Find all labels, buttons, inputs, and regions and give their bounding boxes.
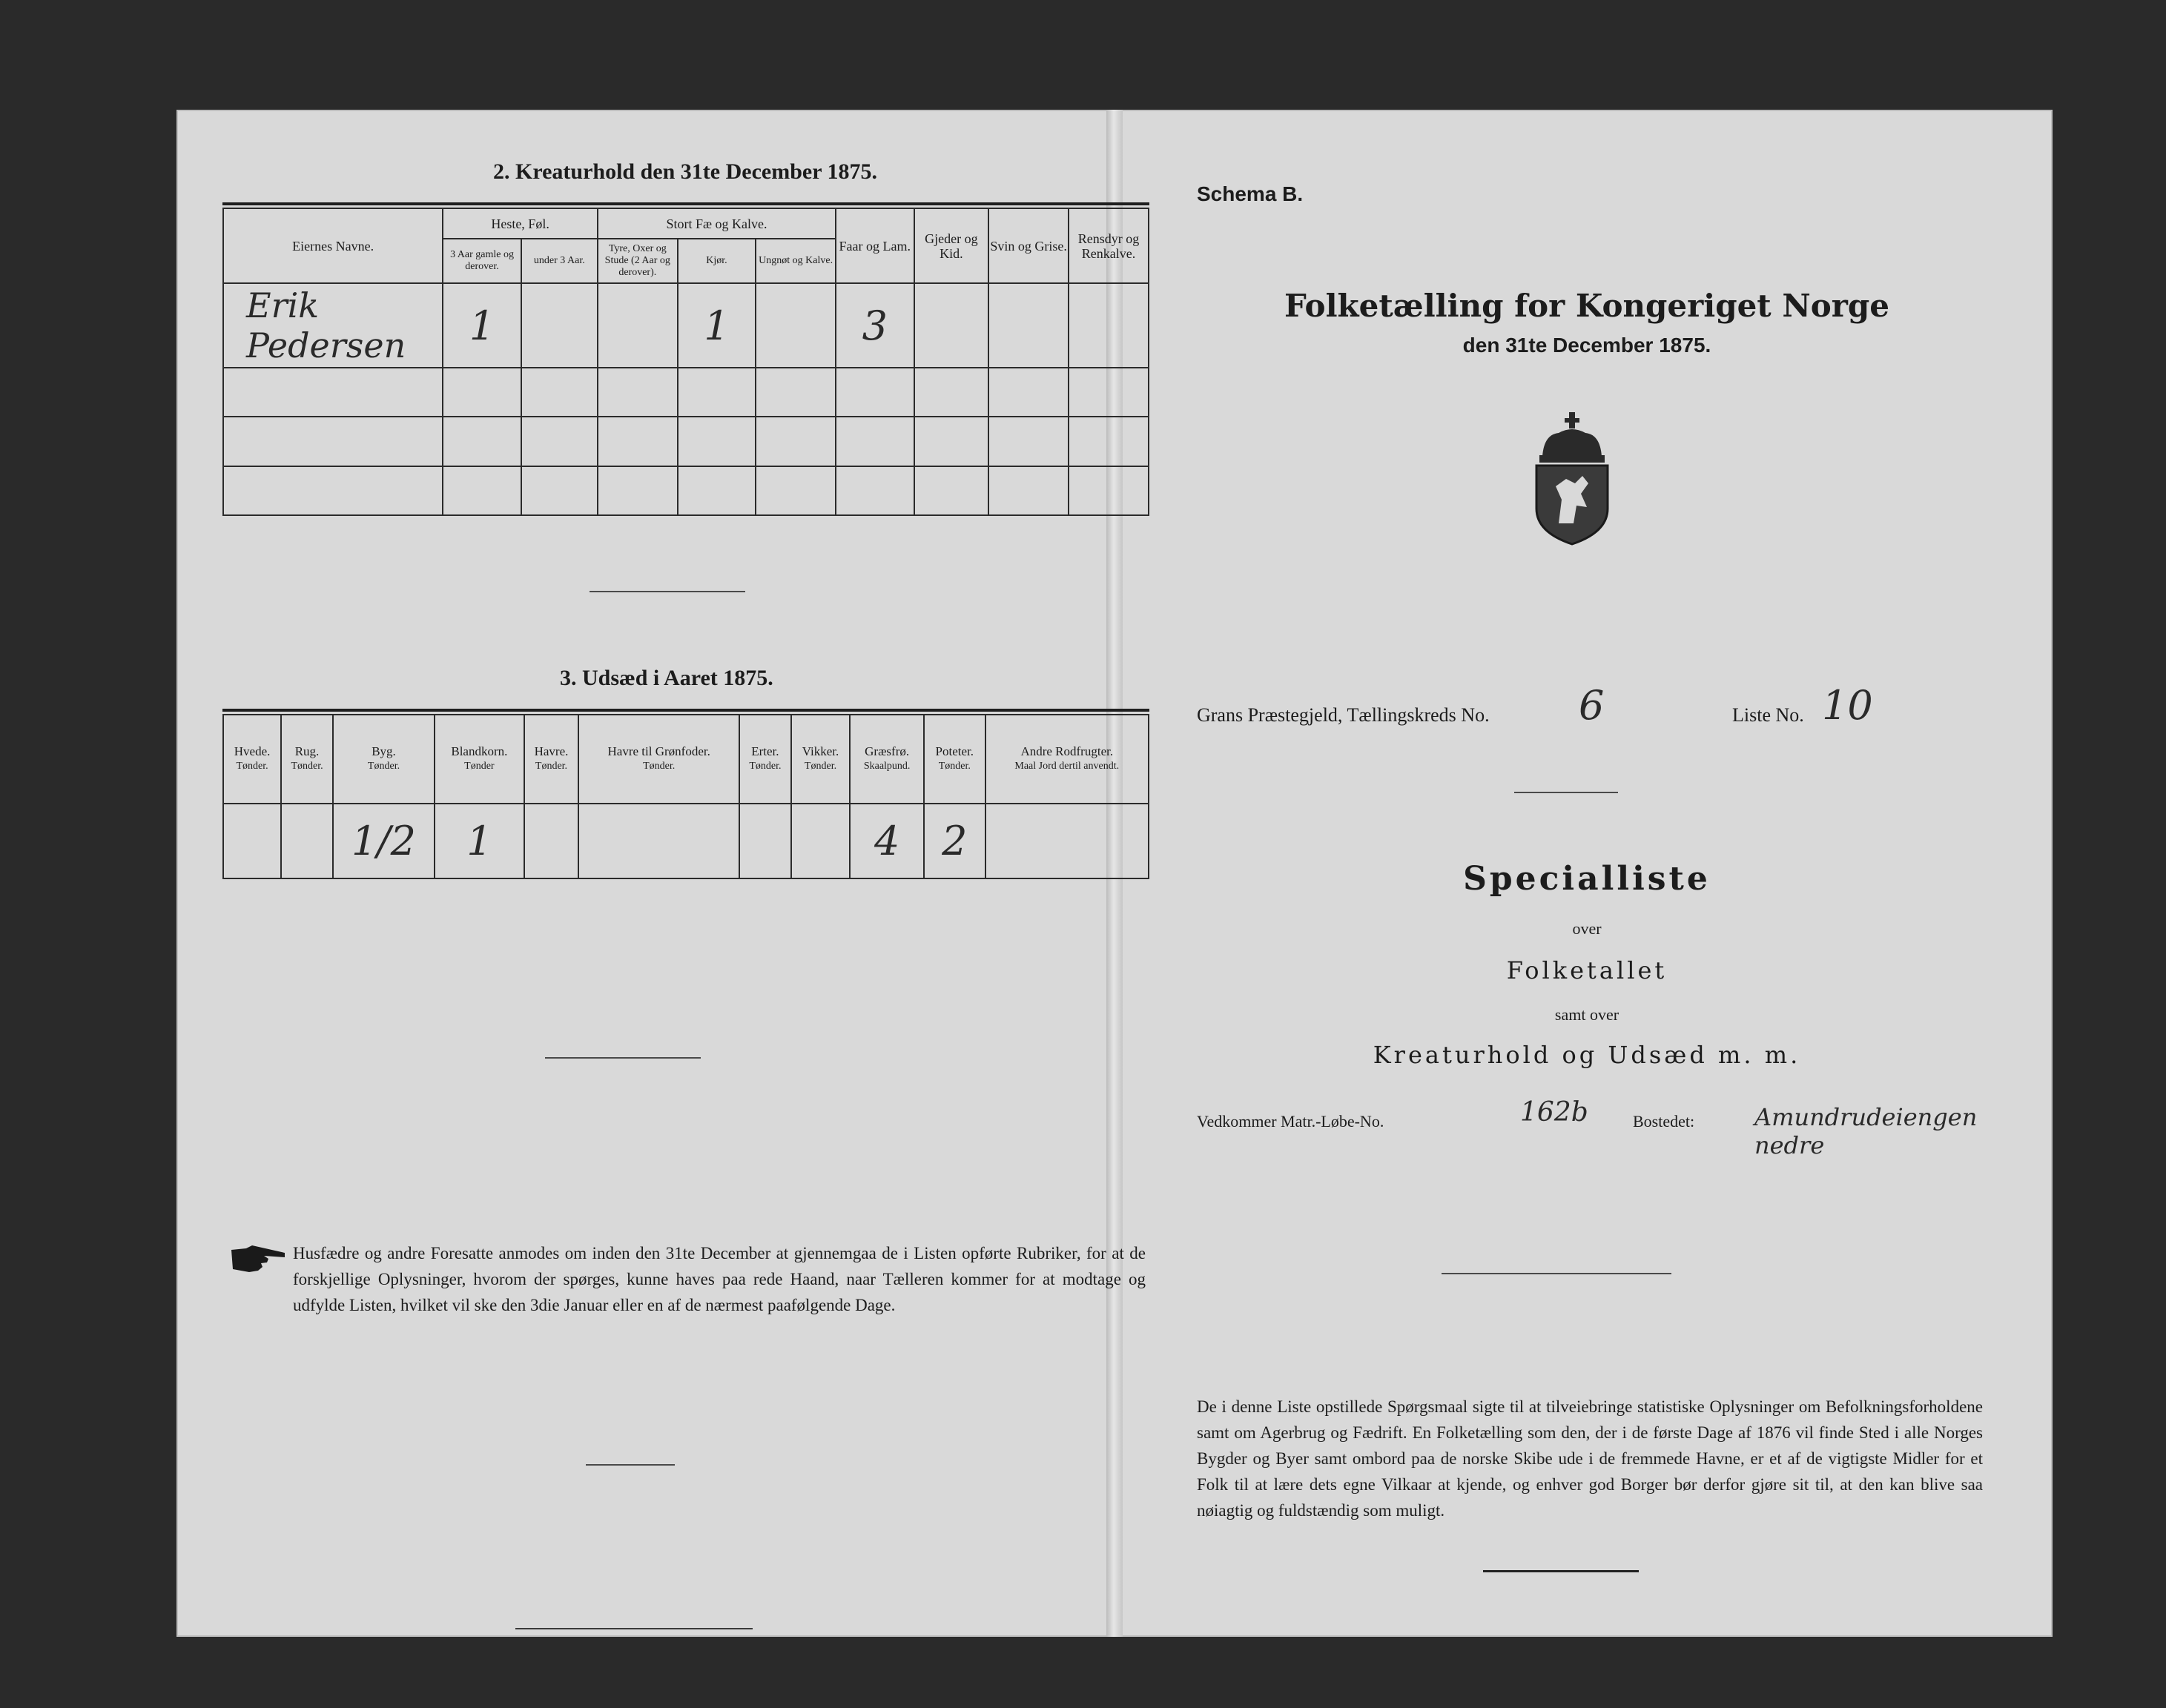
kreds-label: Tællingskreds No. bbox=[1347, 704, 1490, 726]
bottom-rule bbox=[515, 1628, 753, 1629]
sowing-header-unit: Tønder. bbox=[367, 761, 400, 772]
sowing-value-cell: 4 bbox=[850, 804, 924, 878]
sowing-header-unit: Tønder bbox=[464, 761, 495, 772]
samt-over-text: samt over bbox=[1554, 1005, 1619, 1024]
cattle-bulls-header: Tyre, Oxer og Stude (2 Aar og derover). bbox=[598, 239, 678, 283]
sowing-header-unit: Skaalpund. bbox=[863, 761, 911, 772]
cattle-young-cell bbox=[756, 283, 836, 368]
sowing-header-name: Hvede. bbox=[234, 744, 271, 758]
sowing-header-unit: Tønder. bbox=[291, 761, 323, 772]
sowing-header-name: Poteter. bbox=[935, 744, 974, 758]
sowing-header-name: Græsfrø. bbox=[865, 744, 910, 758]
right-page bbox=[1123, 111, 2051, 1635]
horses-under-cell bbox=[521, 283, 598, 368]
bostedet-value: Amundrudeiengen nedre bbox=[1754, 1103, 1978, 1159]
table-row bbox=[223, 283, 1149, 368]
over-text: over bbox=[1572, 919, 1602, 938]
owner-cell: Erik Pedersen bbox=[223, 283, 443, 368]
pointing-hand-icon bbox=[230, 1244, 288, 1277]
sowing-header bbox=[223, 715, 281, 804]
sowing-header-unit: Tønder. bbox=[643, 761, 676, 772]
horses-3-header: 3 Aar gamle og derover. bbox=[443, 239, 521, 283]
kreds-number: 6 bbox=[1579, 682, 1605, 729]
table-row bbox=[223, 368, 1149, 417]
cattle-young-header: Ungnøt og Kalve. bbox=[756, 239, 836, 283]
cattle-cows-header: Kjør. bbox=[678, 239, 756, 283]
sheep-cell: 3 bbox=[836, 283, 914, 368]
pigs-header: Svin og Grise. bbox=[988, 208, 1069, 283]
divider-rule-2 bbox=[545, 1057, 701, 1059]
cattle-cows-cell: 1 bbox=[678, 283, 756, 368]
sowing-header-unit: Tønder. bbox=[938, 761, 971, 772]
pigs-cell bbox=[988, 283, 1069, 368]
specialliste-heading: Specialliste bbox=[1463, 860, 1711, 898]
sowing-header-name: Byg. bbox=[372, 744, 396, 758]
sowing-table bbox=[222, 714, 1149, 879]
sowing-header-unit: Tønder. bbox=[535, 761, 568, 772]
table-row bbox=[223, 417, 1149, 466]
sowing-header-unit: Tønder. bbox=[236, 761, 268, 772]
sowing-header-name: Havre til Grønfoder. bbox=[607, 744, 710, 758]
goats-cell bbox=[914, 283, 989, 368]
sowing-header bbox=[739, 715, 791, 804]
divider-rule bbox=[590, 591, 745, 592]
cattle-group-header: Stort Fæ og Kalve. bbox=[598, 208, 836, 239]
sowing-value-cell: 1 bbox=[435, 804, 524, 878]
sowing-header-name: Blandkorn. bbox=[451, 744, 508, 758]
kreaturhold-heading: Kreaturhold og Udsæd m. m. bbox=[1373, 1041, 1801, 1069]
sowing-header bbox=[524, 715, 579, 804]
sowing-header-name: Andre Rodfrugter. bbox=[1020, 744, 1114, 758]
sowing-header bbox=[791, 715, 851, 804]
sowing-header bbox=[435, 715, 524, 804]
section2-top-rule bbox=[222, 202, 1149, 205]
sowing-value-cell bbox=[281, 804, 333, 878]
sowing-header bbox=[281, 715, 333, 804]
long-rule bbox=[1442, 1273, 1671, 1274]
prestegjeld-label: Præstegjeld, bbox=[1247, 704, 1343, 726]
goats-header: Gjeder og Kid. bbox=[914, 208, 989, 283]
left-page bbox=[178, 111, 1146, 1635]
sowing-value-cell bbox=[578, 804, 739, 878]
horses-under-header: under 3 Aar. bbox=[521, 239, 598, 283]
sowing-header bbox=[333, 715, 435, 804]
sheep-header: Faar og Lam. bbox=[836, 208, 914, 283]
prestegjeld-name: Grans bbox=[1197, 704, 1244, 726]
liste-label: Liste No. bbox=[1732, 704, 1804, 726]
divider-rule-3 bbox=[586, 1464, 675, 1466]
sowing-header bbox=[578, 715, 739, 804]
owner-header: Eiernes Navne. bbox=[223, 208, 443, 283]
sowing-header-name: Erter. bbox=[751, 744, 779, 758]
horses-group-header: Heste, Føl. bbox=[443, 208, 598, 239]
cattle-bulls-cell bbox=[598, 283, 678, 368]
main-title: Folketælling for Kongeriget Norge bbox=[1284, 288, 1889, 324]
livestock-table bbox=[222, 208, 1149, 516]
section3-title: 3. Udsæd i Aaret 1875. bbox=[560, 666, 773, 690]
horses-3-cell: 1 bbox=[443, 283, 521, 368]
sowing-header bbox=[924, 715, 985, 804]
sowing-header-unit: Tønder. bbox=[749, 761, 782, 772]
sowing-value-cell: 2 bbox=[924, 804, 985, 878]
folketallet-heading: Folketallet bbox=[1506, 956, 1668, 984]
schema-label: Schema B. bbox=[1197, 182, 1304, 205]
census-date: den 31te December 1875. bbox=[1462, 334, 1711, 357]
sowing-header-name: Rug. bbox=[294, 744, 320, 758]
prestegjeld-line bbox=[1197, 704, 1490, 726]
sowing-value-cell bbox=[739, 804, 791, 878]
table-row bbox=[223, 466, 1149, 515]
sowing-header-name: Havre. bbox=[534, 744, 569, 758]
notice-text: Husfædre og andre Foresatte anmodes om inden den 31te December at gjennemgaa de i Listen opførte Rubriker, for at de forskjellige Oplysninger, hvorom der spørges, kunne haves paa rede Haand, naar Tælleren kommer for at modtage og udfylde Listen, hvilket vil ske den 3die Januar eller en af de nærmest paafølgende Dage. bbox=[293, 1244, 1146, 1314]
section2-title: 2. Kreaturhold den 31te December 1875. bbox=[493, 159, 877, 184]
sowing-value-cell bbox=[524, 804, 579, 878]
section3-top-rule bbox=[222, 709, 1149, 712]
liste-number: 10 bbox=[1822, 682, 1873, 729]
sowing-value-cell bbox=[791, 804, 851, 878]
sowing-header-name: Vikker. bbox=[802, 744, 839, 758]
sowing-value-cell bbox=[223, 804, 281, 878]
sowing-value-cell: 1/2 bbox=[333, 804, 435, 878]
reindeer-header: Rensdyr og Renkalve. bbox=[1069, 208, 1149, 283]
matr-label: Vedkommer Matr.-Løbe-No. bbox=[1197, 1112, 1384, 1131]
short-rule bbox=[1514, 792, 1618, 793]
matr-number: 162b bbox=[1520, 1097, 1588, 1128]
intro-text: De i denne Liste opstillede Spørgsmaal sigte til at tilveiebringe statistiske Oplysninger om Befolkningsforholdene samt om Agerbrug og Fædrift. En Folketælling som den, der i de første Dage af 1876 vil finde Sted i alle Norges Bygder og Byer samt ombord paa de norske Skibe ude i de fremmede Havne, er et af de vigtigste Midler for et Folk til at lære dets egne Vilkaar at kjende, og enhver god Borger bør derfor gjøre sit til, at den kan blive saa nøiagtig og fuldstændig som muligt. bbox=[1197, 1397, 1983, 1520]
sowing-header-unit: Tønder. bbox=[804, 761, 837, 772]
norwegian-coat-of-arms-icon bbox=[1529, 412, 1615, 549]
sowing-header bbox=[850, 715, 924, 804]
bostedet-label: Bostedet: bbox=[1633, 1112, 1695, 1131]
sowing-header-unit: Maal Jord dertil anvendt. bbox=[1014, 761, 1120, 772]
end-rule bbox=[1483, 1570, 1639, 1572]
